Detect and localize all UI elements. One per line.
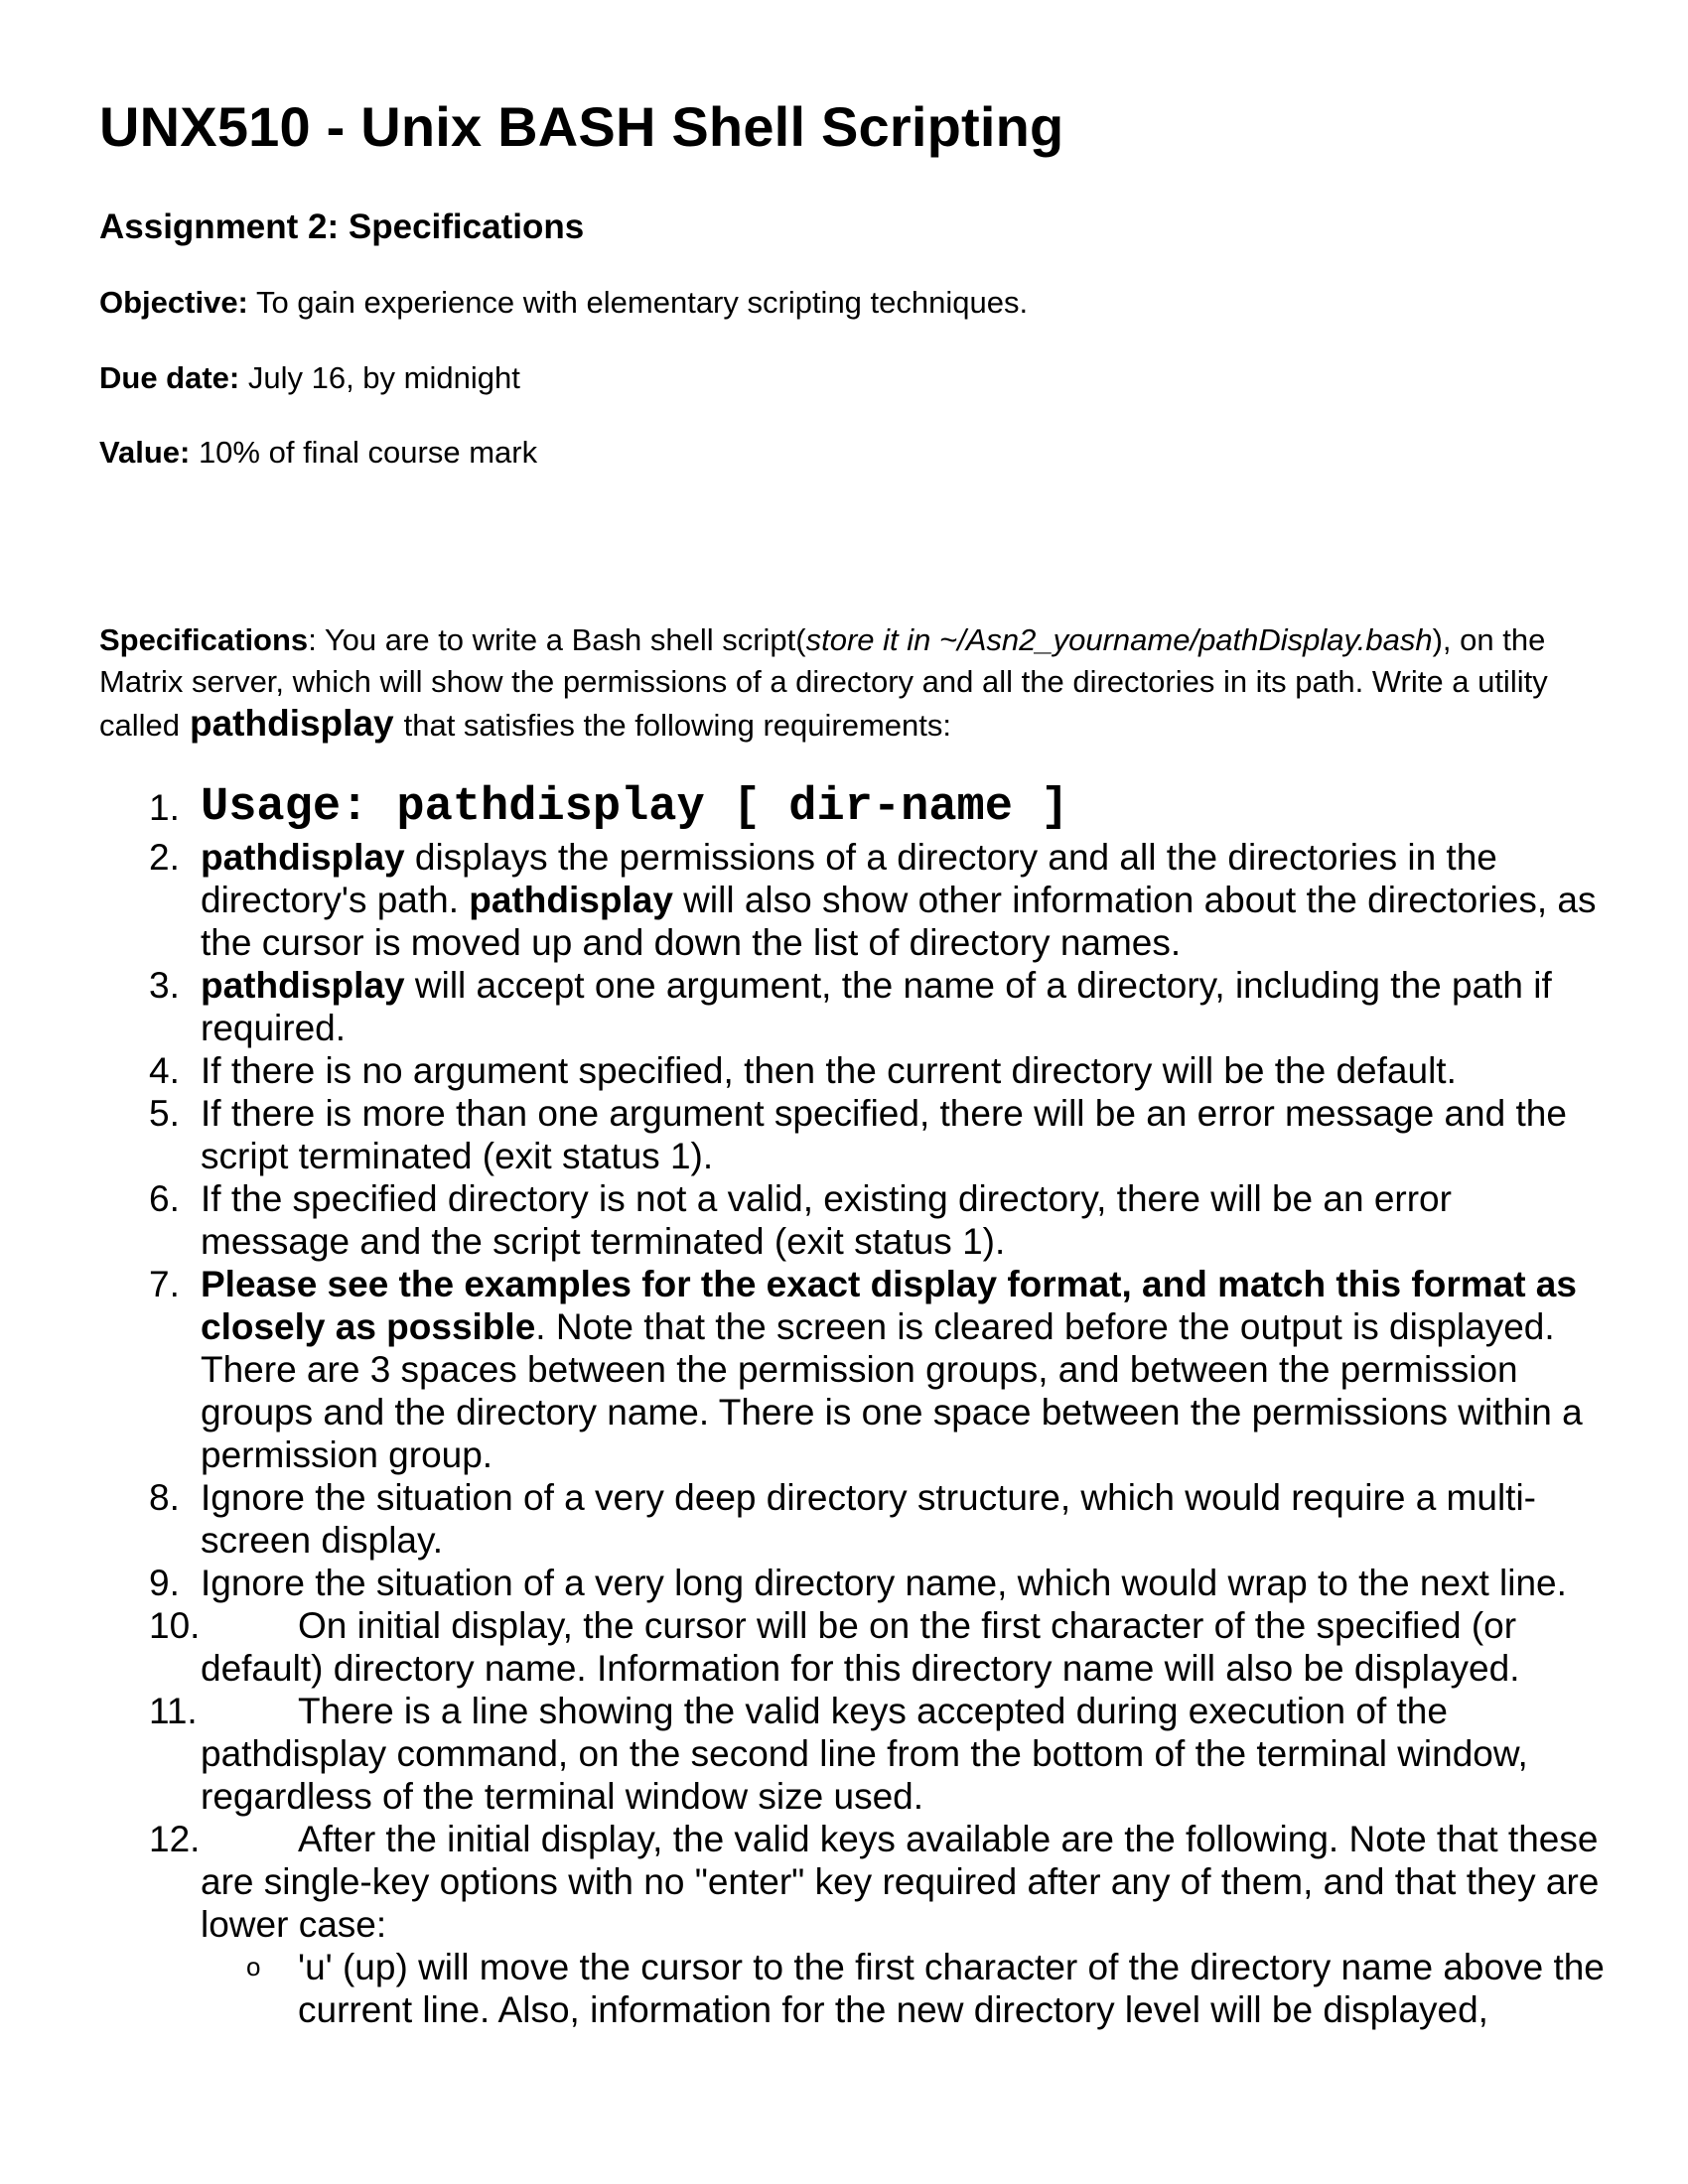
- list-item: [99, 836, 1609, 964]
- item-number: 3.: [149, 964, 180, 1006]
- item-text: 'u' (up) will move the cursor to the first character of the directory name above the current line. Also, information for the new directory level will be displayed,: [298, 1946, 1605, 2030]
- list-item: [99, 1049, 1609, 1092]
- command-name: pathdisplay: [201, 964, 405, 1006]
- item-number: 11.: [149, 1690, 198, 1731]
- document-page: [99, 95, 1609, 2031]
- item-number: 6.: [149, 1177, 180, 1219]
- document-title: UNX510 - Unix BASH Shell Scripting: [99, 95, 1064, 158]
- item-number: 5.: [149, 1092, 180, 1134]
- value-line: [99, 434, 1609, 471]
- item-number: 8.: [149, 1476, 180, 1518]
- list-item: [99, 1562, 1609, 1604]
- item-number: 4.: [149, 1049, 180, 1091]
- specifications-end: that satisfies the following requirements:: [403, 707, 951, 743]
- item-number: 9.: [149, 1562, 180, 1603]
- item-number: 10.: [149, 1604, 201, 1646]
- item-text: There is a line showing the valid keys accepted during execution of the pathdisplay command, on the second line from the bottom of the terminal window, regardless of the terminal window size used.: [201, 1690, 1528, 1817]
- item-text: If the specified directory is not a valid, existing directory, there will be an error message and the script terminated (exit status 1).: [201, 1177, 1452, 1262]
- due-date-line: [99, 359, 1609, 396]
- item-text: will also show other information about the directories, as the cursor is moved up and down the list of directory names.: [201, 879, 1597, 963]
- emphasis-text: Please see the examples for the exact display format, and match this format as closely as possible: [201, 1263, 1577, 1347]
- list-item: [99, 964, 1609, 1049]
- key-options-list: [201, 1946, 1609, 2031]
- value-text: 10% of final course mark: [190, 434, 538, 470]
- list-item: [99, 1604, 1609, 1690]
- item-number: 12.: [149, 1818, 201, 1859]
- item-text: Ignore the situation of a very long directory name, which would wrap to the next line.: [201, 1562, 1567, 1603]
- due-date-label: Due date:: [99, 359, 240, 395]
- document-subtitle: Assignment 2: Specifications: [99, 207, 585, 247]
- objective-line: [99, 284, 1609, 321]
- item-text: If there is more than one argument specified, there will be an error message and the script terminated (exit status 1).: [201, 1092, 1567, 1176]
- list-item: [99, 1177, 1609, 1263]
- value-label: Value:: [99, 434, 191, 470]
- item-text: . Note that the screen is cleared before the output is displayed. There are 3 spaces between the permission groups, and between the permission groups and the directory name. There is one space between the permissions within a permission group.: [201, 1305, 1583, 1475]
- command-name: pathdisplay: [201, 836, 405, 878]
- item-text: displays the permissions of a directory and all the directories in the directory's path.: [201, 836, 1497, 920]
- objective-text: To gain experience with elementary scripting techniques.: [247, 285, 1029, 321]
- script-path: store it in ~/Asn2_yourname/pathDisplay.bash: [805, 621, 1433, 657]
- list-item: [99, 1092, 1609, 1177]
- list-item: [99, 1690, 1609, 1818]
- specifications-rest: ), on the Matrix server, which will show the permissions of a directory and all the directories in its path. Write a utility called: [99, 621, 1548, 743]
- item-text: will accept one argument, the name of a directory, including the path if required.: [201, 964, 1552, 1048]
- specifications-intro: : You are to write a Bash shell script(: [308, 621, 806, 657]
- item-text: Ignore the situation of a very deep directory structure, which would require a multi-screen display.: [201, 1476, 1536, 1561]
- item-number: 2.: [149, 836, 180, 878]
- item-text: If there is no argument specified, then the current directory will be the default.: [201, 1049, 1457, 1091]
- item-number: 7.: [149, 1263, 180, 1304]
- list-item: [99, 1476, 1609, 1562]
- item-text: On initial display, the cursor will be on the first character of the specified (or default) directory name. Information for this directory name will also be displayed.: [201, 1604, 1520, 1689]
- specifications-paragraph: [99, 619, 1609, 747]
- requirements-list: [99, 780, 1609, 2031]
- list-item: [99, 780, 1609, 836]
- sub-list-item: [201, 1946, 1609, 2031]
- specifications-label: Specifications: [99, 621, 309, 657]
- bullet-icon: o: [246, 1951, 261, 1981]
- item-number: 1.: [149, 786, 180, 828]
- objective-label: Objective:: [99, 285, 248, 321]
- list-item: [99, 1263, 1609, 1476]
- due-date-text: July 16, by midnight: [239, 359, 520, 395]
- command-name: pathdisplay: [469, 879, 673, 920]
- utility-name: pathdisplay: [190, 702, 394, 744]
- list-item: [99, 1818, 1609, 2031]
- item-text: After the initial display, the valid keys available are the following. Note that these are single-key options with no "enter" key required after any of them, and that they are lower case:: [201, 1818, 1600, 1945]
- usage-text: Usage: pathdisplay [ dir-name ]: [201, 780, 1069, 834]
